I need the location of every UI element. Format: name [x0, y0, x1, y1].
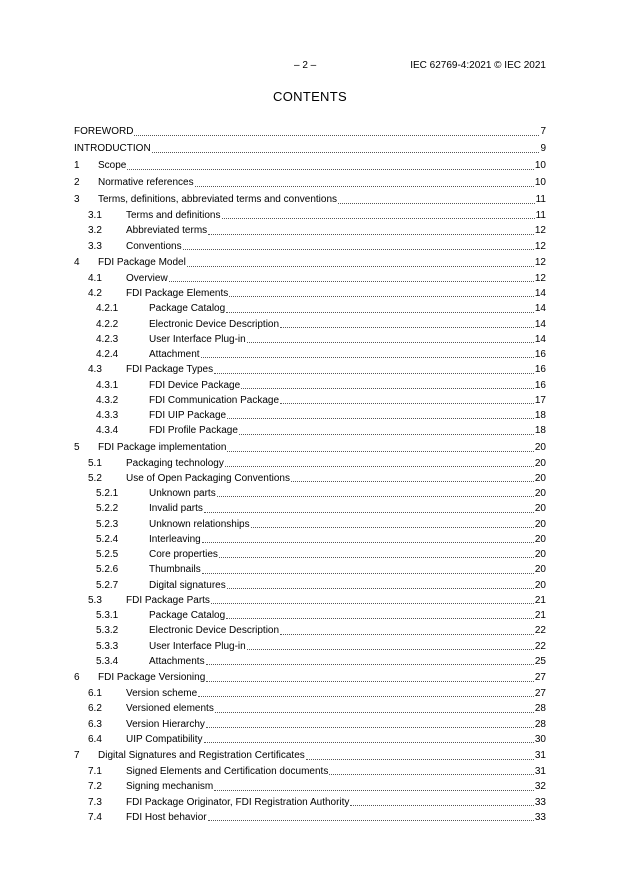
toc-entry-page: 30: [534, 733, 546, 745]
toc-leader-dots: [201, 357, 534, 358]
toc-entry[interactable]: [74, 393, 546, 408]
toc-leader-dots: [204, 512, 534, 513]
toc-leader-dots: [247, 649, 534, 650]
toc-leader-dots: [214, 373, 534, 374]
toc-entry-label: FDI Communication Package: [149, 394, 280, 406]
toc-leader-dots: [227, 451, 533, 452]
toc-entry-page: 33: [534, 811, 546, 823]
toc-leader-dots: [208, 234, 534, 235]
toc-entry-page: 20: [534, 564, 546, 576]
toc-leader-dots: [211, 603, 534, 604]
toc-leader-dots: [127, 169, 534, 170]
toc-entry-page: 28: [534, 718, 546, 730]
toc-leader-dots: [226, 312, 534, 313]
toc-entry-label: FDI Package Originator, FDI Registration Authority: [126, 796, 350, 808]
toc-entry[interactable]: [74, 669, 546, 686]
toc-entry-number: 5.2: [88, 472, 102, 484]
toc-entry-number: 5.2.4: [96, 533, 119, 545]
toc-entry[interactable]: [74, 286, 546, 301]
toc-entry-page: 22: [534, 625, 546, 637]
toc-entry-label: Unknown relationships: [149, 518, 250, 530]
toc-entry-page: 28: [534, 703, 546, 715]
toc-leader-dots: [280, 327, 534, 328]
toc-leader-dots: [306, 759, 534, 760]
toc-entry[interactable]: [74, 378, 546, 393]
toc-leader-dots: [215, 712, 534, 713]
toc-entry-label: Attachment: [149, 349, 200, 360]
toc-entry-label: Use of Open Packaging Conventions: [126, 472, 290, 484]
toc-entry[interactable]: [74, 486, 546, 501]
toc-leader-dots: [291, 481, 534, 482]
toc-entry-page: 18: [534, 410, 546, 421]
toc-entry-label: Core properties: [149, 549, 218, 560]
toc-entry[interactable]: [74, 547, 546, 562]
toc-entry-page: 20: [534, 457, 546, 469]
toc-leader-dots: [208, 820, 534, 821]
toc-entry-page: 14: [534, 333, 546, 345]
toc-leader-dots: [338, 203, 535, 204]
page-number: – 2 –: [294, 60, 317, 71]
toc-entry-number: 2: [74, 177, 80, 188]
toc-entry-number: 3: [74, 194, 80, 205]
toc-entry-page: 20: [534, 518, 546, 530]
toc-entry-number: 4: [74, 256, 80, 268]
table-of-contents: [74, 123, 546, 825]
toc-leader-dots: [225, 466, 534, 467]
toc-entry-label: Normative references: [98, 177, 194, 188]
toc-entry-number: 3.2: [88, 225, 102, 237]
toc-entry-number: 5.3.4: [96, 655, 119, 667]
toc-leader-dots: [329, 774, 534, 775]
toc-entry-number: 5.2.2: [96, 503, 119, 515]
toc-entry-number: 5.2.1: [96, 488, 119, 499]
toc-entry[interactable]: [74, 501, 546, 516]
toc-leader-dots: [206, 664, 534, 665]
toc-entry-label: Version Hierarchy: [126, 718, 205, 730]
toc-leader-dots: [214, 790, 534, 791]
toc-entry-label: FDI Host behavior: [126, 811, 207, 823]
toc-entry-label: FDI UIP Package: [149, 410, 227, 421]
toc-entry[interactable]: [74, 639, 546, 654]
toc-leader-dots: [152, 152, 540, 153]
toc-entry-page: 17: [534, 394, 546, 406]
toc-entry-number: 6.3: [88, 718, 102, 730]
toc-entry-label: FDI Package Elements: [126, 288, 229, 299]
toc-entry-label: Attachments: [149, 655, 205, 667]
toc-entry[interactable]: [74, 732, 546, 747]
toc-entry-page: 10: [534, 160, 546, 171]
toc-entry[interactable]: [74, 764, 546, 779]
toc-entry-number: 4.3.2: [96, 394, 119, 406]
toc-entry-label: User Interface Plug-in: [149, 333, 246, 345]
toc-entry[interactable]: [74, 347, 546, 362]
toc-leader-dots: [280, 634, 534, 635]
toc-entry-page: 31: [534, 750, 546, 761]
toc-leader-dots: [222, 218, 535, 219]
toc-entry-number: 7.2: [88, 781, 102, 793]
toc-entry[interactable]: [74, 717, 546, 732]
toc-entry-number: 5.3.3: [96, 640, 119, 652]
toc-entry-page: 20: [534, 472, 546, 484]
toc-entry-number: 4.2.3: [96, 333, 119, 345]
toc-entry-page: 33: [534, 796, 546, 808]
toc-entry-number: 4.3.1: [96, 379, 119, 391]
toc-leader-dots: [219, 557, 534, 558]
toc-entry-page: 21: [534, 610, 546, 621]
toc-leader-dots: [198, 696, 534, 697]
toc-leader-dots: [247, 342, 534, 343]
toc-entry-label: Digital signatures: [149, 579, 226, 591]
toc-entry-number: 7.3: [88, 796, 102, 808]
toc-entry[interactable]: [74, 795, 546, 810]
toc-entry-label: Electronic Device Description: [149, 625, 280, 637]
toc-entry-number: 7.4: [88, 811, 102, 823]
toc-entry[interactable]: [74, 208, 546, 223]
contents-title: CONTENTS: [273, 89, 347, 104]
toc-entry[interactable]: [74, 301, 546, 316]
toc-entry-page: 20: [534, 488, 546, 499]
toc-entry[interactable]: [74, 623, 546, 638]
toc-entry[interactable]: [74, 532, 546, 547]
toc-entry[interactable]: [74, 562, 546, 577]
toc-entry[interactable]: [74, 140, 546, 157]
toc-entry[interactable]: [74, 517, 546, 532]
toc-entry-label: Package Catalog: [149, 303, 226, 315]
toc-leader-dots: [226, 618, 534, 619]
toc-entry-label: FDI Profile Package: [149, 425, 238, 437]
toc-leader-dots: [229, 296, 534, 297]
toc-entry-page: 16: [534, 349, 546, 360]
toc-entry-page: 25: [534, 655, 546, 667]
toc-entry-page: 31: [534, 766, 546, 777]
toc-entry-number: 6: [74, 672, 80, 683]
toc-entry-page: 14: [534, 303, 546, 315]
toc-entry[interactable]: [74, 608, 546, 623]
toc-entry[interactable]: [74, 408, 546, 423]
toc-entry[interactable]: [74, 239, 546, 254]
toc-entry[interactable]: [74, 317, 546, 332]
toc-entry[interactable]: [74, 686, 546, 701]
toc-entry[interactable]: [74, 174, 546, 191]
toc-entry-page: 12: [534, 225, 546, 237]
toc-entry-page: 14: [534, 288, 546, 299]
toc-entry-label: Interleaving: [149, 533, 201, 545]
toc-entry-label: Packaging technology: [126, 457, 224, 469]
toc-entry[interactable]: [74, 254, 546, 271]
toc-leader-dots: [204, 742, 534, 743]
toc-entry-number: 4.2.1: [96, 303, 119, 315]
toc-entry[interactable]: [74, 223, 546, 238]
toc-entry-number: 5: [74, 441, 80, 453]
toc-leader-dots: [241, 388, 534, 389]
toc-leader-dots: [280, 403, 534, 404]
toc-entry-label: Invalid parts: [149, 503, 203, 515]
toc-entry-page: 20: [534, 441, 546, 453]
toc-entry-page: 18: [534, 425, 546, 437]
toc-entry-page: 20: [534, 533, 546, 545]
toc-leader-dots: [187, 266, 534, 267]
toc-entry[interactable]: [74, 779, 546, 794]
toc-entry-number: 6.4: [88, 733, 102, 745]
toc-entry-label: Version scheme: [126, 688, 198, 699]
toc-leader-dots: [227, 588, 534, 589]
toc-entry[interactable]: [74, 456, 546, 471]
toc-entry-number: 6.1: [88, 688, 102, 699]
toc-entry-page: 27: [534, 688, 546, 699]
toc-entry-label: Overview: [126, 272, 168, 284]
toc-entry-label: Terms and definitions: [126, 210, 221, 221]
toc-entry-page: 10: [534, 177, 546, 188]
toc-entry-label: Terms, definitions, abbreviated terms and conventions: [98, 194, 338, 205]
toc-entry-page: 12: [534, 256, 546, 268]
toc-entry-page: 27: [534, 672, 546, 683]
standard-reference: IEC 62769-4:2021 © IEC 2021: [410, 60, 546, 71]
toc-entry-label: FDI Package Types: [126, 364, 214, 376]
toc-entry-number: 3.1: [88, 210, 102, 221]
toc-entry[interactable]: [74, 701, 546, 716]
toc-entry-page: 14: [534, 318, 546, 330]
toc-entry-label: Signed Elements and Certification documents: [126, 766, 329, 777]
toc-entry[interactable]: [74, 423, 546, 438]
page-header: [0, 60, 620, 74]
toc-entry-page: 20: [534, 549, 546, 560]
toc-entry-page: 12: [534, 240, 546, 252]
toc-entry-label: INTRODUCTION: [74, 143, 151, 154]
toc-entry[interactable]: [74, 810, 546, 825]
toc-entry-page: 12: [534, 272, 546, 284]
toc-leader-dots: [206, 727, 534, 728]
toc-entry-label: FDI Package implementation: [98, 441, 227, 453]
toc-entry-label: Scope: [98, 160, 127, 171]
toc-entry[interactable]: [74, 471, 546, 486]
toc-leader-dots: [239, 434, 534, 435]
toc-entry-number: 5.3.2: [96, 625, 119, 637]
toc-entry-page: 22: [534, 640, 546, 652]
toc-entry-label: Versioned elements: [126, 703, 214, 715]
toc-leader-dots: [202, 573, 534, 574]
toc-entry-label: FDI Package Versioning: [98, 672, 206, 683]
toc-entry-number: 5.3.1: [96, 610, 119, 621]
toc-entry-number: 5.3: [88, 594, 102, 606]
toc-entry-page: 9: [540, 143, 546, 154]
toc-entry-number: 4.3: [88, 364, 102, 376]
toc-entry-label: User Interface Plug-in: [149, 640, 246, 652]
toc-entry[interactable]: [74, 439, 546, 456]
toc-entry-page: 11: [535, 194, 546, 205]
toc-entry[interactable]: [74, 654, 546, 669]
toc-entry-page: 21: [534, 594, 546, 606]
toc-entry-number: 5.2.7: [96, 579, 119, 591]
toc-entry-label: FDI Package Parts: [126, 594, 210, 606]
toc-entry[interactable]: [74, 362, 546, 377]
toc-entry-page: 20: [534, 579, 546, 591]
toc-entry-label: Digital Signatures and Registration Certificates: [98, 750, 305, 761]
toc-leader-dots: [169, 281, 534, 282]
toc-entry-page: 11: [535, 210, 546, 221]
toc-entry-page: 7: [540, 126, 546, 137]
toc-entry-label: FOREWORD: [74, 126, 134, 137]
toc-leader-dots: [195, 186, 534, 187]
toc-leader-dots: [350, 805, 533, 806]
toc-entry-number: 4.2.4: [96, 349, 119, 360]
toc-entry-label: Abbreviated terms: [126, 225, 208, 237]
toc-leader-dots: [206, 681, 534, 682]
toc-entry-label: FDI Package Model: [98, 256, 186, 268]
toc-entry-number: 4.1: [88, 272, 102, 284]
toc-entry-label: Thumbnails: [149, 564, 201, 576]
toc-entry[interactable]: [74, 271, 546, 286]
toc-entry-number: 7: [74, 750, 80, 761]
toc-entry[interactable]: [74, 157, 546, 174]
toc-entry-page: 32: [534, 781, 546, 793]
toc-leader-dots: [251, 527, 534, 528]
toc-entry-number: 5.1: [88, 457, 102, 469]
toc-entry-page: 16: [534, 379, 546, 391]
toc-entry-number: 4.3.3: [96, 410, 119, 421]
toc-entry[interactable]: [74, 332, 546, 347]
toc-entry-label: Unknown parts: [149, 488, 216, 499]
toc-leader-dots: [202, 542, 534, 543]
toc-entry-number: 5.2.6: [96, 564, 119, 576]
toc-leader-dots: [134, 135, 539, 136]
toc-entry[interactable]: [74, 123, 546, 140]
toc-entry-label: Signing mechanism: [126, 781, 214, 793]
toc-entry[interactable]: [74, 578, 546, 593]
toc-entry-number: 4.3.4: [96, 425, 119, 437]
toc-entry-label: Electronic Device Description: [149, 318, 280, 330]
toc-entry-number: 4.2.2: [96, 318, 119, 330]
toc-leader-dots: [227, 418, 534, 419]
toc-entry-number: 3.3: [88, 240, 102, 252]
toc-entry-number: 5.2.3: [96, 518, 119, 530]
toc-entry-page: 16: [534, 364, 546, 376]
toc-entry[interactable]: [74, 191, 546, 208]
toc-entry[interactable]: [74, 593, 546, 608]
toc-entry-number: 5.2.5: [96, 549, 119, 560]
toc-entry-page: 20: [534, 503, 546, 515]
toc-entry-number: 1: [74, 160, 80, 171]
toc-leader-dots: [217, 496, 534, 497]
toc-entry-number: 4.2: [88, 288, 102, 299]
toc-entry-label: Conventions: [126, 240, 182, 252]
toc-entry-label: UIP Compatibility: [126, 733, 203, 745]
toc-entry-label: Package Catalog: [149, 610, 226, 621]
toc-entry-number: 6.2: [88, 703, 102, 715]
toc-entry-number: 7.1: [88, 766, 102, 777]
toc-leader-dots: [183, 249, 534, 250]
toc-entry[interactable]: [74, 747, 546, 764]
toc-entry-label: FDI Device Package: [149, 379, 241, 391]
